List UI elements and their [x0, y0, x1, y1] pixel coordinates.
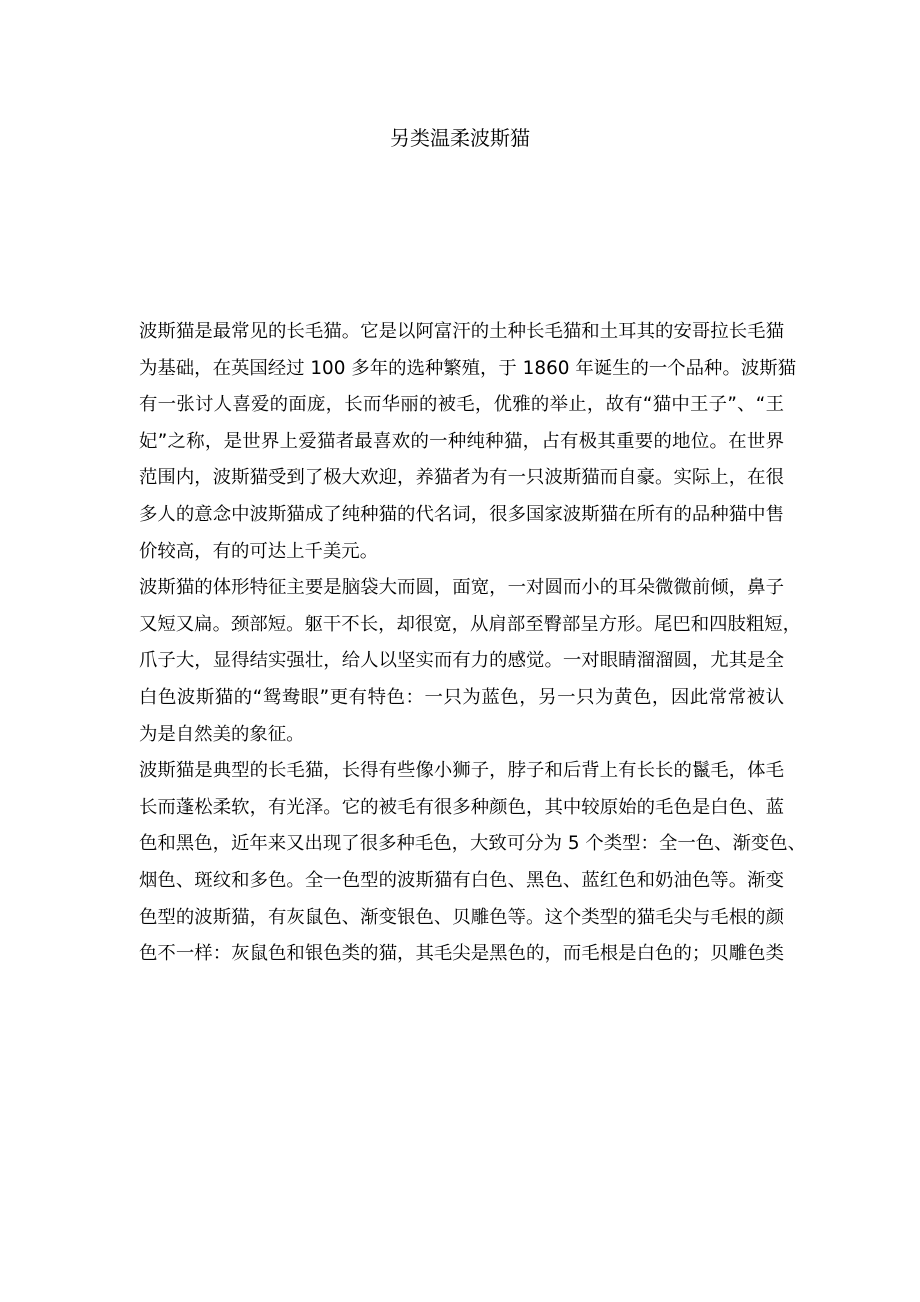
- paragraph-body-shape: [139, 570, 802, 753]
- text-line: 色不一样：灰鼠色和银色类的猫，其毛尖是黑色的，而毛根是白色的；贝雕色类: [139, 943, 784, 965]
- text-line: 色和黑色，近年来又出现了很多种毛色，大致可分为 5 个类型：全一色、渐变色、: [139, 833, 807, 855]
- text-line: 有一张讨人喜爱的面庞，长而华丽的被毛，优雅的举止，故有“猫中王子”、“王: [139, 394, 784, 416]
- text-line: 妃”之称，是世界上爱猫者最喜欢的一种纯种猫，占有极其重要的地位。在世界: [139, 430, 784, 452]
- text-line: 长而蓬松柔软，有光泽。它的被毛有很多种颜色，其中较原始的毛色是白色、蓝: [139, 796, 784, 818]
- paragraph-coat: [139, 753, 807, 973]
- text-line: 多人的意念中波斯猫成了纯种猫的代名词，很多国家波斯猫在所有的品种猫中售: [139, 503, 784, 525]
- document-body: [139, 314, 807, 973]
- text-line: 爪子大，显得结实强壮，给人以坚实而有力的感觉。一对眼睛溜溜圆，尤其是全: [139, 650, 784, 672]
- text-line: 为基础，在英国经过 100 多年的选种繁殖，于 1860 年诞生的一个品种。波斯猫: [139, 357, 797, 379]
- text-line: 烟色、斑纹和多色。全一色型的波斯猫有白色、黑色、蓝红色和奶油色等。渐变: [139, 869, 784, 891]
- text-line: 范围内，波斯猫受到了极大欢迎，养猫者为有一只波斯猫而自豪。实际上，在很: [139, 467, 784, 489]
- text-line: 波斯猫是最常见的长毛猫。它是以阿富汗的土种长毛猫和土耳其的安哥拉长毛猫: [139, 321, 784, 342]
- paragraph-intro: [139, 314, 797, 570]
- page-title: 另类温柔波斯猫: [390, 126, 530, 150]
- text-line: 白色波斯猫的“鸳鸯眼”更有特色：一只为蓝色，另一只为黄色，因此常常被认: [139, 686, 784, 708]
- text-line: 波斯猫是典型的长毛猫，长得有些像小狮子，脖子和后背上有长长的鬣毛，体毛: [139, 760, 784, 782]
- text-line: 价较高，有的可达上千美元。: [139, 540, 379, 562]
- text-line: 又短又扁。颈部短。躯干不长，却很宽，从肩部至臀部呈方形。尾巴和四肢粗短，: [139, 613, 802, 635]
- text-line: 为是自然美的象征。: [139, 723, 305, 745]
- text-line: 色型的波斯猫，有灰鼠色、渐变银色、贝雕色等。这个类型的猫毛尖与毛根的颜: [139, 906, 784, 928]
- text-line: 波斯猫的体形特征主要是脑袋大而圆，面宽，一对圆而小的耳朵微微前倾，鼻子: [139, 577, 784, 599]
